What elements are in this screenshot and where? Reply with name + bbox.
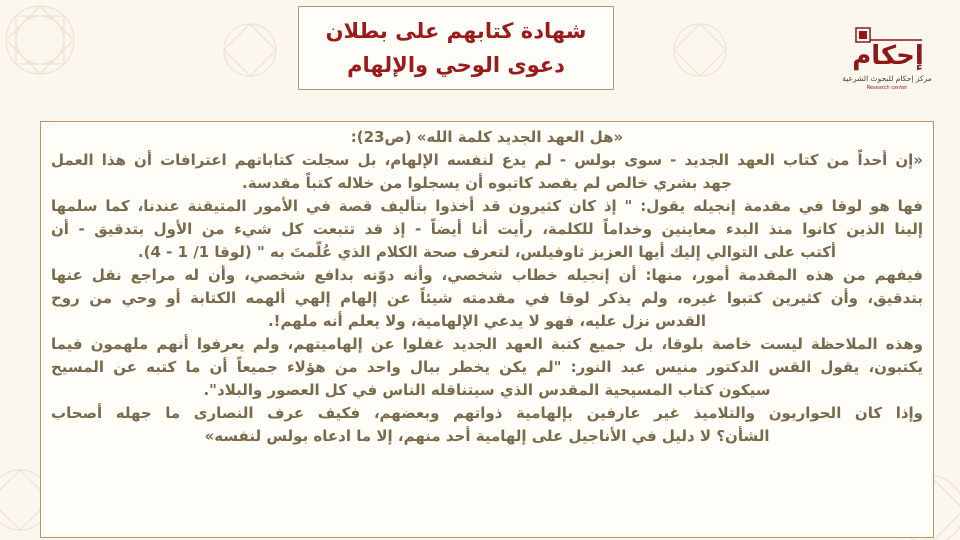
paragraph-line: فها هو لوقا في مقدمة إنجيله يقول: " إذ كان كثيرون قد أخذوا بتأليف قصة في الأمور المتيقنة عندنا، كما سلمها <box>51 197 923 215</box>
page-subtitle: دعوى الوحي والإلهام <box>347 53 565 77</box>
paragraph-line: إلينا الذين كانوا منذ البدء معاينين وخداماً للكلمة، رأيت أنا أيضاً - إذ قد تتبعت كل شيء من الأول بتدقيق - أن <box>51 220 923 238</box>
paragraph-line: وهذه الملاحظة ليست خاصة بلوقا، بل جميع كتبة العهد الجديد غفلوا عن إلهاميتهم، ولم يعرفوا أنهم ملهمون فيما <box>51 335 923 353</box>
page-title: شهادة كتابهم على بطلان <box>325 19 587 43</box>
logo-subtitle: مركز إحكام للبحوث الشرعية <box>842 74 932 83</box>
logo-tagline: Research center <box>866 85 908 91</box>
paragraph-line: القدس نزل عليه، فهو لا يدعي الإلهامية، ولا يعلم أنه ملهم!. <box>267 312 707 330</box>
paragraph-line: «إن أحداً من كتاب العهد الجديد - سوى بولس - لم يدع لنفسه الإلهام، بل سجلت كتاباتهم اعترافات أن هذا العمل <box>51 151 923 169</box>
ihkam-logo <box>842 24 932 94</box>
title-box <box>298 6 614 90</box>
quote-heading: «هل العهد الجديد كلمة الله» (ص23): <box>350 128 624 146</box>
paragraph-line: الشأن؟ لا دليل في الأناجيل على إلهامية أحد منهم، إلا ما ادعاه بولس لنفسه» <box>204 427 770 445</box>
paragraph-line: سيكون كتاب المسيحية المقدس الذي سيتناقله الناس في كل العصور والبلاد". <box>203 381 771 399</box>
paragraph-line: وإذا كان الحواريون والتلاميذ غير عارفين بإلهامية ذواتهم وبعضهم، فكيف عرف النصارى ما جهله أصحاب <box>51 404 923 422</box>
paragraph-line: فيفهم من هذه المقدمة أمور، منها: أن إنجيله خطاب شخصي، وأنه دوّنه بدافع شخصي، وأن له مراجع نقل عنها <box>51 266 923 284</box>
quote-content-box <box>40 121 934 538</box>
paragraph-line: بتدقيق، وأن كثيرين كتبوا غيره، ولم يذكر لوقا في مقدمته شيئاً عن إلهام إلهي ألهمه الكتابة أو وحي من روح <box>51 289 923 307</box>
paragraph-line: أكتب على التوالي إليك أيها العزيز ثاوفيلس، لتعرف صحة الكلام الذي عُلّمتَ به " (لوقا 1/ 1 - 4). <box>137 243 837 261</box>
paragraph-line: جهد بشري خالص لم يقصد كاتبوه أن يسجلوا من خلاله كتباً مقدسة. <box>242 174 732 192</box>
paragraph-line: يكتبون، يقول القس الدكتور منيس عبد النور: "لم يكن يخطر ببال واحد من هؤلاء جميعاً أن ما كتبه عن المسيح <box>51 358 923 376</box>
logo-wordmark: إحكام <box>852 41 924 71</box>
